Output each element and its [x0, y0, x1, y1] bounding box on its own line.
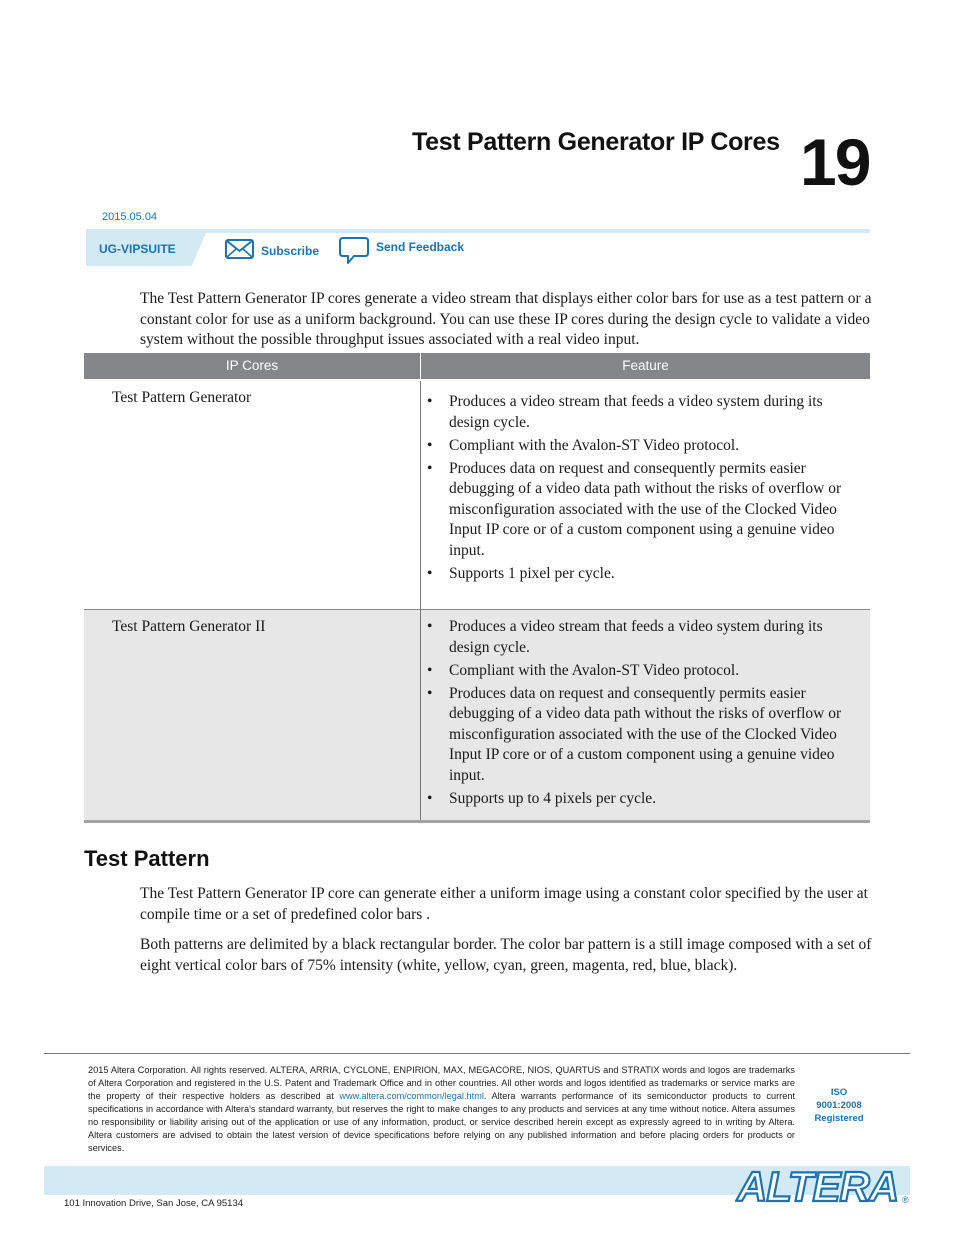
feature-cell: [421, 380, 871, 610]
feature-item: • Supports up to 4 pixels per cycle.: [427, 789, 850, 810]
speech-bubble-icon[interactable]: [339, 237, 369, 265]
section-paragraph: Both patterns are delimited by a black rectangular border. The color bar pattern is a still image composed with a set of eight vertical color bars of 75% intensity (white, yellow, cyan, green, magenta, red, blue, black).: [140, 936, 872, 974]
send-feedback-link[interactable]: Send Feedback: [376, 240, 465, 254]
feature-list: [427, 617, 850, 809]
iso-line: Registered: [814, 1113, 864, 1124]
iso-line: 9001:2008: [816, 1100, 862, 1111]
publish-date: 2015.05.04: [102, 211, 158, 223]
legal-text: 2015 Altera Corporation. All rights reserved. ALTERA, ARRIA, CYCLONE, ENPIRION, MAX, MEGACORE, NIOS, QUARTUS and STRATIX words and logos are trademarks of Altera Corporation and registered in the U.S. Patent and Trademark Office and in other countries. All other words and logos identified as trademarks or service marks are the property of their respective holders as described at: [88, 1065, 795, 1101]
subscribe-link[interactable]: Subscribe: [261, 244, 320, 258]
legal-link[interactable]: www.altera.com/common/legal.html: [339, 1091, 484, 1101]
section-paragraph: The Test Pattern Generator IP core can generate either a uniform image using a constant color specified by the user at compile time or a set of predefined color bars .: [140, 885, 868, 923]
chapter-number: 19: [800, 125, 870, 199]
chapter-title: Test Pattern Generator IP Cores: [412, 128, 780, 156]
logo-text: ALTERA: [737, 1163, 899, 1205]
feature-list: [427, 392, 850, 584]
legal-text: . Altera warrants performance of its semiconductor products to current specifications in accordance with Altera's standard warranty, but reserves the right to make changes to any products and services at any time without notice. Altera assumes no responsibility or liability arising out of the application or use of any information, product, or service described herein except as expressly agreed to in writing by Altera. Altera customers are advised to obtain the latest version of device specifications before relying on any published information and before placing orders for products or services.: [88, 1091, 795, 1153]
section-heading: Test Pattern: [84, 846, 210, 871]
legal-notice: [88, 1064, 795, 1155]
registered-mark: ®: [902, 1195, 909, 1205]
feature-item: • Produces a video stream that feeds a video system during its design cycle.: [427, 392, 850, 433]
iso-line: ISO: [830, 1087, 848, 1098]
feature-cell: [421, 610, 871, 822]
ip-core-name: Test Pattern Generator: [84, 380, 421, 610]
feature-item: • Produces data on request and consequently permits easier debugging of a video data path without the risks of overflow or misconfiguration associated with the use of the Clocked Video Input IP core or of a custom component using a genuine video input.: [427, 684, 850, 787]
footer-rule: [44, 1053, 910, 1054]
ip-cores-table: [84, 353, 870, 823]
intro-paragraph: The Test Pattern Generator IP cores generate a video stream that displays either color bars for use as a test pattern or a constant color for use as a uniform background. You can use these IP cores during the design cycle to validate a video system without the possible throughput issues associated with a real video input.: [140, 290, 872, 348]
table-row: [84, 610, 870, 822]
iso-badge: [806, 1086, 872, 1125]
table-header-feature: Feature: [421, 353, 871, 380]
feature-item: • Produces a video stream that feeds a video system during its design cycle.: [427, 617, 850, 658]
feature-item: • Compliant with the Avalon-ST Video protocol.: [427, 661, 850, 682]
feature-item: • Supports 1 pixel per cycle.: [427, 564, 850, 585]
doc-id: UG-VIPSUITE: [99, 242, 176, 256]
feature-item: • Compliant with the Avalon-ST Video protocol.: [427, 436, 850, 457]
ip-core-name: Test Pattern Generator II: [84, 610, 421, 822]
table-header-ip-cores: IP Cores: [84, 353, 421, 380]
company-address: 101 Innovation Drive, San Jose, CA 95134: [64, 1198, 244, 1209]
table-row: [84, 380, 870, 610]
altera-logo: [735, 1163, 911, 1205]
header-rule: [86, 229, 870, 233]
envelope-icon[interactable]: [225, 239, 254, 259]
feature-item: • Produces data on request and consequently permits easier debugging of a video data path without the risks of overflow or misconfiguration associated with the use of the Clocked Video Input IP core or of a custom component using a genuine video input.: [427, 459, 850, 562]
